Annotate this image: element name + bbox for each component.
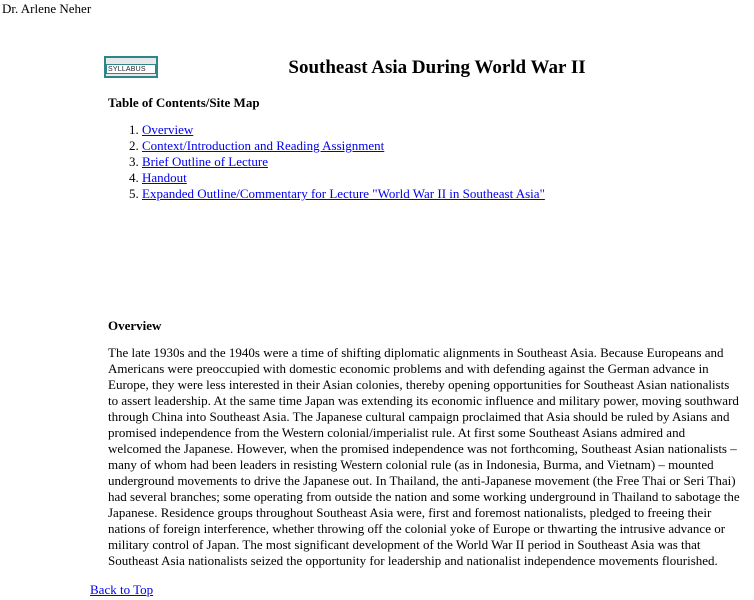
toc-item [142,170,728,186]
toc-item [142,122,728,138]
toc-link-handout[interactable]: Handout [142,170,187,185]
syllabus-button-label: SYLLABUS [106,64,156,74]
author-name: Dr. Arlene Neher [2,1,92,16]
toc-link-brief-outline[interactable]: Brief Outline of Lecture [142,154,268,169]
toc-list [108,122,728,202]
back-to-top-link[interactable]: Back to Top [90,582,154,597]
page-title: Southeast Asia During World War II [288,57,586,78]
toc-heading: Table of Contents/Site Map [108,95,260,110]
toc-item [142,186,728,202]
overview-paragraph: The late 1930s and the 1940s were a time of shifting diplomatic alignments in Southeast Asia. Because Europeans and Americans were preoccupied with domestic economic problems and with defending against the German advance in Europe, they were less interested in their Asian colonies, thereby opening opportunities for Southeast Asian nationalists to assert leadership. At the same time Japan was extending its economic influence and military power, moving southward through China into Southeast Asia. The Japanese cultural campaign proclaimed that Asia should be ruled by Asians and promised independence from the Western colonial/imperialist rule. At first some Southeast Asians admired and welcomed the Japanese. However, when the promised independence was not forthcoming, Southeast Asian nationalists – many of whom had been leaders in resisting Western colonial rule (as in Indonesia, Burma, and Vietnam) – mounted underground movements to drive the Japanese out. In Thailand, the anti-Japanese movement (the Free Thai or Seri Thai) had several branches; some operating from outside the nation and some working underground in Thailand to sabotage the Japanese. Residence groups throughout Southeast Asia were, first and foremost nationalists, pledged to freeing their nations of foreign interference, whether throwing off the colonial yoke of Europe or thwarting the intrusive advance or military control of Japan. The most significant development of the World War II period in Southeast Asia was that Southeast Asia nationalists seized the opportunity for leadership and nationalist independence movements flourished. [108,345,740,568]
toc-item [142,154,728,170]
toc-item [142,138,728,154]
overview-section-heading: Overview [108,318,162,333]
toc-link-expanded-outline[interactable]: Expanded Outline/Commentary for Lecture "World War II in Southeast Asia" [142,186,545,201]
toc-link-context-introduction[interactable]: Context/Introduction and Reading Assignment [142,138,385,153]
toc-link-overview[interactable]: Overview [142,122,194,137]
